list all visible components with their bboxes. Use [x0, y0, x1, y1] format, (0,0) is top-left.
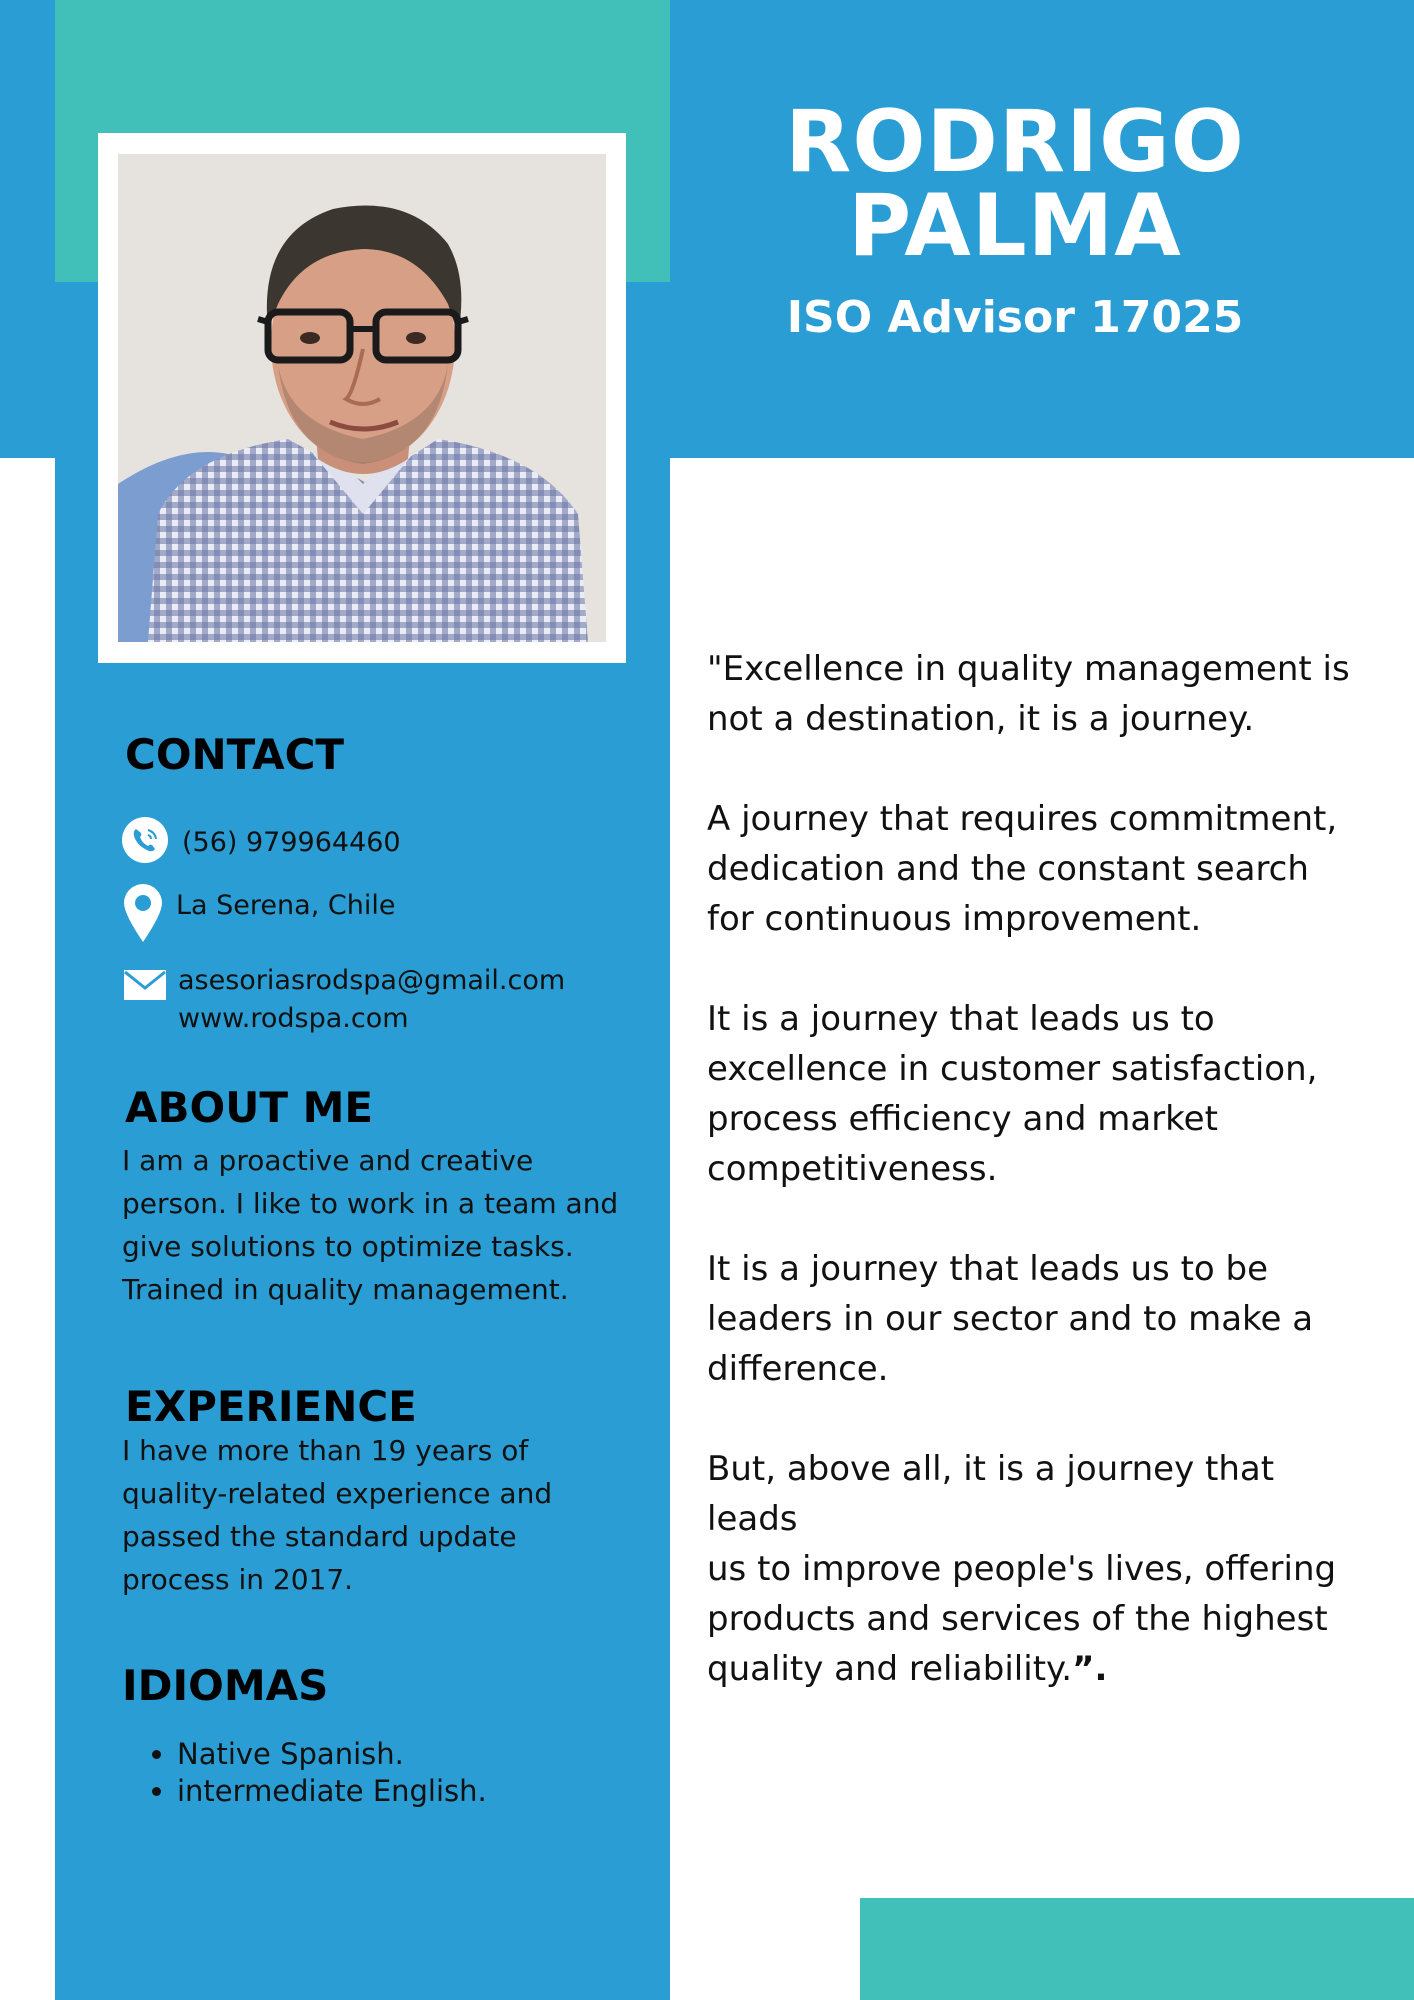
person-name [690, 92, 1340, 276]
quote-line: excellence in customer satisfaction, [707, 1049, 1318, 1089]
location-text: La Serena, Chile [176, 889, 396, 921]
quote-line: quality and reliability. [707, 1649, 1073, 1689]
about-heading: ABOUT ME [125, 1083, 374, 1132]
portrait-illustration [118, 154, 606, 642]
quote-line: competitiveness. [707, 1149, 998, 1189]
languages-list [122, 1736, 662, 1810]
teal-corner-block [860, 1898, 1414, 2000]
experience-text [122, 1429, 662, 1601]
about-line: I am a proactive and creative [122, 1144, 534, 1177]
quote-line: not a destination, it is a journey. [707, 699, 1255, 739]
languages-heading: IDIOMAS [122, 1661, 329, 1710]
quote-closing-mark: ”. [1072, 1649, 1108, 1689]
about-line: person. I like to work in a team and [122, 1187, 619, 1220]
contact-location-row [124, 884, 395, 946]
quote-line: difference. [707, 1349, 889, 1389]
contact-heading: CONTACT [125, 730, 345, 779]
experience-line: process in 2017. [122, 1563, 354, 1596]
quote-line: It is a journey that leads us to be [707, 1249, 1269, 1289]
quote-paragraph-3 [707, 994, 1367, 1194]
quote-line: leaders in our sector and to make a [707, 1299, 1314, 1339]
quote-paragraph-5 [707, 1444, 1367, 1694]
quote-line: for continuous improvement. [707, 899, 1202, 939]
quote-line: It is a journey that leads us to [707, 999, 1215, 1039]
quote-line: products and services of the highest [707, 1599, 1328, 1639]
quote-line: process efficiency and market [707, 1099, 1218, 1139]
last-name: PALMA [848, 176, 1182, 276]
language-item: • intermediate English. [177, 1773, 662, 1810]
email-text[interactable]: asesoriasrodspa@gmail.com [178, 965, 566, 996]
phone-number: (56) 979964460 [182, 826, 401, 858]
profile-photo [118, 154, 606, 642]
about-line: Trained in quality management. [122, 1273, 569, 1306]
quote-block [707, 644, 1367, 1744]
languages-list-wrap [122, 1736, 662, 1810]
quote-paragraph-4 [707, 1244, 1367, 1394]
quote-line: "Excellence in quality management is [707, 649, 1350, 689]
job-title: ISO Advisor 17025 [786, 292, 1244, 343]
experience-line: passed the standard update [122, 1520, 517, 1553]
quote-line: But, above all, it is a journey that leads [707, 1449, 1275, 1539]
website-text[interactable]: www.rodspa.com [178, 1003, 409, 1034]
experience-line: I have more than 19 years of [122, 1434, 529, 1467]
quote-line: A journey that requires commitment, [707, 799, 1338, 839]
about-line: give solutions to optimize tasks. [122, 1230, 574, 1263]
quote-line: dedication and the constant search [707, 849, 1309, 889]
quote-line: us to improve people's lives, offering [707, 1549, 1337, 1589]
experience-line: quality-related experience and [122, 1477, 553, 1510]
experience-heading: EXPERIENCE [125, 1382, 417, 1431]
contact-phone-row [122, 817, 401, 867]
first-name: RODRIGO [785, 92, 1245, 192]
quote-paragraph-1 [707, 644, 1367, 744]
location-pin-icon [124, 884, 162, 946]
mail-icon [124, 970, 166, 1004]
about-text [122, 1139, 662, 1311]
quote-paragraph-2 [707, 794, 1367, 944]
phone-icon [122, 817, 168, 867]
language-item: • Native Spanish. [177, 1736, 662, 1773]
